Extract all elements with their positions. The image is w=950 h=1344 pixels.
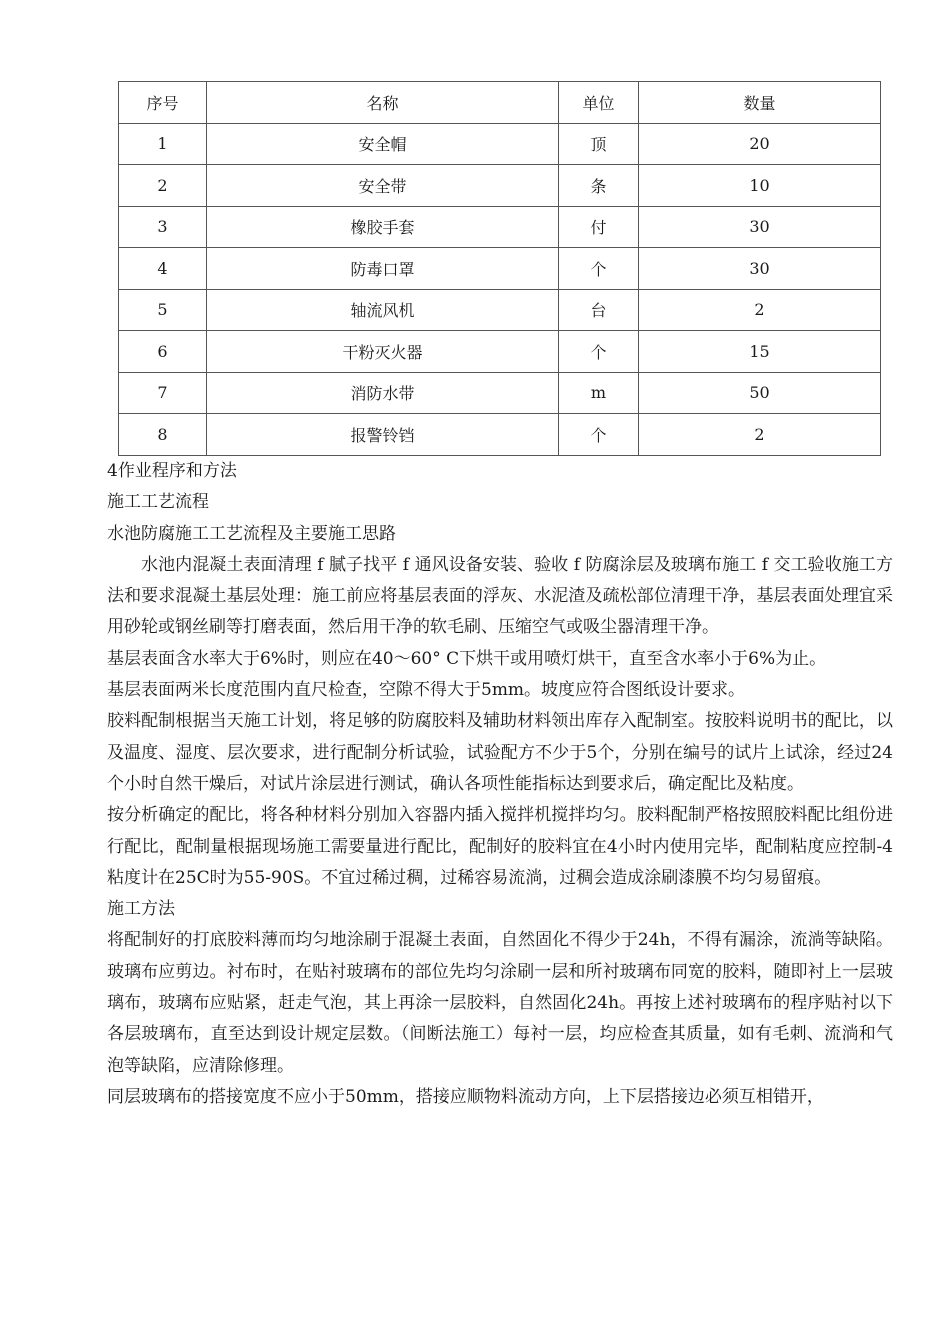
cell-serial: 8 (119, 414, 207, 456)
cell-quantity: 15 (639, 331, 881, 373)
table-row (119, 289, 881, 331)
paragraph-moisture: 基层表面含水率大于6%时，则应在40〜60° C下烘干或用喷灯烘干，直至含水率小于6%为止。 (107, 648, 827, 669)
cell-unit: 个 (559, 414, 639, 456)
cell-serial: 4 (119, 248, 207, 290)
subheading-process: 施工工艺流程 (107, 492, 209, 513)
cell-serial: 3 (119, 206, 207, 248)
cell-quantity: 2 (639, 289, 881, 331)
paragraph-ratio: 按分析确定的配比，将各种材料分别加入容器内插入搅拌机搅拌均匀。胶料配制严格按照胶料配比组份进行配比，配制量根据现场施工需要量进行配比，配制好的胶料宜在4小时内使用完毕，配制粘度应控制-4粘度计在25C时为55-90S。不宜过稀过稠，过稀容易流淌，过稠会造成涂刷漆膜不均匀易留痕。 (107, 805, 893, 888)
paragraph-mix: 胶料配制根据当天施工计划，将足够的防腐胶料及辅助材料领出库存入配制室。按胶料说明书的配比，以及温度、湿度、层次要求，进行配制分析试验，试验配方不少于5个，分别在编号的试片上试涂，经过24个小时自然干燥后，对试片涂层进行测试，确认各项性能指标达到要求后，确定配比及粘度。 (107, 711, 893, 794)
cell-quantity: 50 (639, 372, 881, 414)
table-row (119, 372, 881, 414)
cell-unit: 顶 (559, 123, 639, 165)
cell-name: 干粉灭火器 (207, 331, 559, 373)
cell-name: 防毒口罩 (207, 248, 559, 290)
paragraph-flow: 水池内混凝土表面清理 f 腻子找平 f 通风设备安装、验收 f 防腐涂层及玻璃布施工 f 交工验收施工方法和要求混凝土基层处理：施工前应将基层表面的浮灰、水泥渣及疏松部位清理干净，基层表面处理宜采用砂轮或钢丝刷等打磨表面，然后用干净的软毛刷、压缩空气或吸尘器清理干净。 (107, 554, 893, 638)
header-serial: 序号 (119, 82, 207, 124)
table-row (119, 206, 881, 248)
cell-quantity: 20 (639, 123, 881, 165)
cell-quantity: 30 (639, 206, 881, 248)
cell-unit: 个 (559, 331, 639, 373)
cell-name: 安全带 (207, 165, 559, 207)
header-name: 名称 (207, 82, 559, 124)
subheading-method: 施工方法 (107, 899, 175, 920)
cell-unit: m (559, 372, 639, 414)
paragraph-flatness: 基层表面两米长度范围内直尺检查，空隙不得大于5mm。坡度应符合图纸设计要求。 (107, 680, 746, 701)
table-row (119, 165, 881, 207)
cell-quantity: 2 (639, 414, 881, 456)
cell-serial: 2 (119, 165, 207, 207)
cell-quantity: 10 (639, 165, 881, 207)
cell-unit: 个 (559, 248, 639, 290)
cell-name: 安全帽 (207, 123, 559, 165)
table-row (119, 248, 881, 290)
cell-name: 轴流风机 (207, 289, 559, 331)
table-row (119, 123, 881, 165)
cell-unit: 付 (559, 206, 639, 248)
cell-serial: 5 (119, 289, 207, 331)
cell-name: 报警铃铛 (207, 414, 559, 456)
cell-unit: 条 (559, 165, 639, 207)
header-unit: 单位 (559, 82, 639, 124)
table-row (119, 414, 881, 456)
paragraph-overlap: 同层玻璃布的搭接宽度不应小于50mm，搭接应顺物料流动方向，上下层搭接边必须互相错开， (107, 1086, 824, 1107)
equipment-table (118, 81, 881, 456)
cell-name: 橡胶手套 (207, 206, 559, 248)
paragraph-method: 将配制好的打底胶料薄而均匀地涂刷于混凝土表面，自然固化不得少于24h，不得有漏涂，流淌等缺陷。玻璃布应剪边。衬布时，在贴衬玻璃布的部位先均匀涂刷一层和所衬玻璃布同宽的胶料，随即衬上一层玻璃布，玻璃布应贴紧，赶走气泡，其上再涂一层胶料，自然固化24h。再按上述衬玻璃布的程序贴衬以下各层玻璃布，直至达到设计规定层数。（间断法施工）每衬一层，均应检查其质量，如有毛刺、流淌和气泡等缺陷，应清除修理。 (107, 930, 893, 1076)
cell-serial: 7 (119, 372, 207, 414)
section-heading: 4作业程序和方法 (107, 461, 237, 481)
cell-serial: 1 (119, 123, 207, 165)
header-quantity: 数量 (639, 82, 881, 124)
cell-name: 消防水带 (207, 372, 559, 414)
cell-unit: 台 (559, 289, 639, 331)
table-row (119, 331, 881, 373)
table-header-row (119, 82, 881, 124)
subheading-route: 水池防腐施工工艺流程及主要施工思路 (107, 523, 396, 544)
cell-quantity: 30 (639, 248, 881, 290)
document-body (107, 456, 893, 1113)
cell-serial: 6 (119, 331, 207, 373)
